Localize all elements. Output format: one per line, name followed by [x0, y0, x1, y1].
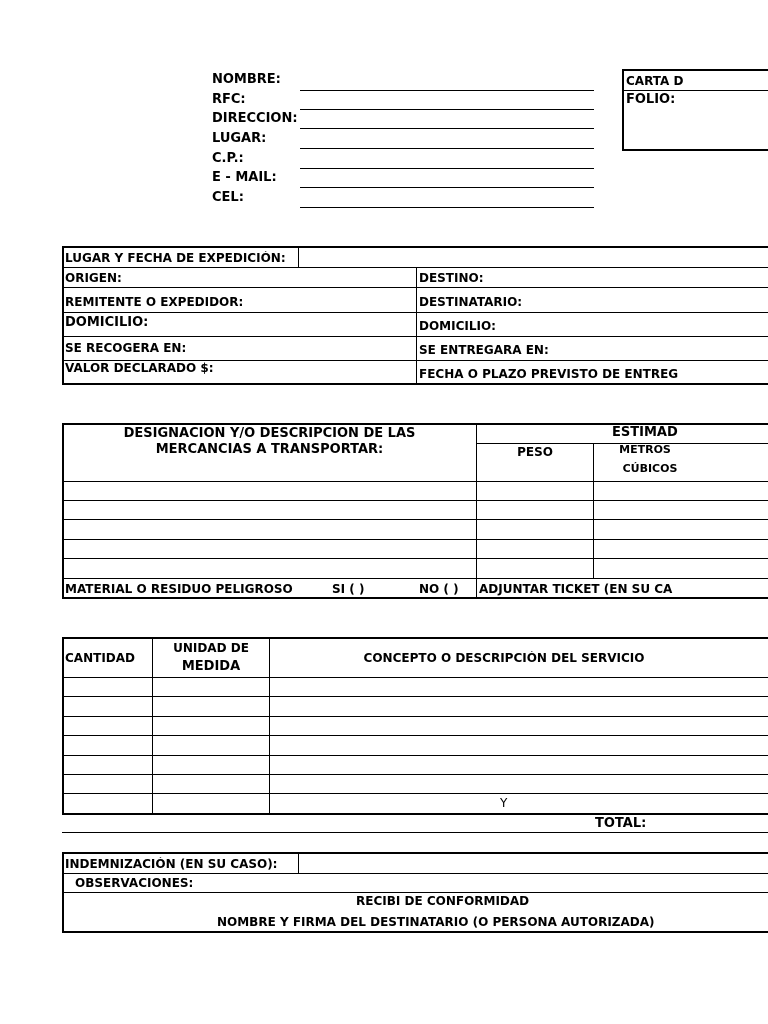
estimad-header: ESTIMAD [612, 425, 678, 440]
field-label-cp: C.P.: [212, 151, 244, 166]
sec4-row-line-1 [63, 873, 768, 874]
sec4-row-line-2 [63, 892, 768, 893]
sec1-column-divider [416, 267, 417, 384]
carta-box-top [622, 69, 768, 71]
remitente-label: REMITENTE O EXPEDIDOR: [65, 295, 244, 309]
y-mark: Y [500, 796, 508, 810]
concepto-header: CONCEPTO O DESCRIPCIÓN DEL SERVICIO [363, 651, 645, 665]
adjuntar-ticket-label: ADJUNTAR TICKET (EN SU CA [479, 582, 673, 596]
sec2-row-line-3 [63, 519, 768, 520]
material-peligroso-label: MATERIAL O RESIDUO PELIGROSO [65, 582, 293, 596]
domicilio-left-label: DOMICILIO: [65, 315, 149, 330]
sec3-row-line-2 [63, 696, 768, 697]
field-label-rfc: RFC: [212, 92, 246, 107]
field-line-rfc[interactable] [300, 109, 594, 110]
folio-label: FOLIO: [626, 92, 676, 107]
sec2-row-line-2 [63, 500, 768, 501]
valor-label: VALOR DECLARADO $: [65, 361, 214, 375]
sec3-bottom-border [62, 813, 768, 815]
sec1-top-border [62, 246, 768, 248]
destinatario-label: DESTINATARIO: [419, 295, 523, 309]
unidad-header-line-2: MEDIDA [181, 659, 241, 674]
recibi-label: RECIBI DE CONFORMIDAD [356, 894, 530, 908]
fecha-plazo-label: FECHA O PLAZO PREVISTO DE ENTREG [419, 367, 679, 381]
carta-box-left [622, 69, 624, 150]
origen-label: ORIGEN: [65, 271, 122, 285]
observaciones-label: OBSERVACIONES: [75, 876, 194, 890]
carta-box-bottom [622, 149, 768, 151]
field-line-email[interactable] [300, 187, 594, 188]
field-line-nombre[interactable] [300, 90, 594, 91]
field-label-direccion: DIRECCION: [212, 111, 298, 126]
sec2-row-line-5 [63, 558, 768, 559]
field-label-nombre: NOMBRE: [212, 72, 281, 87]
peso-header: PESO [517, 445, 553, 459]
sec4-indemnizacion-divider [298, 853, 299, 873]
metros-header: METROS [619, 443, 671, 456]
sec1-bottom-border [62, 383, 768, 385]
total-label: TOTAL: [595, 816, 647, 831]
cantidad-header: CANTIDAD [65, 651, 135, 665]
sec3-row-line-4 [63, 735, 768, 736]
field-line-cp[interactable] [300, 168, 594, 169]
domicilio-right-label: DOMICILIO: [419, 319, 496, 333]
field-line-cel[interactable] [300, 207, 594, 208]
total-underline [62, 832, 768, 833]
indemnizacion-label: INDEMNIZACIÓN (EN SU CASO): [65, 857, 278, 871]
no-checkbox[interactable]: NO ( ) [419, 582, 459, 596]
sec2-bottom-border [62, 597, 768, 599]
field-line-lugar[interactable] [300, 148, 594, 149]
designacion-line-2: MERCANCIAS A TRANSPORTAR: [155, 442, 384, 457]
si-checkbox[interactable]: SI ( ) [332, 582, 365, 596]
sec4-bottom-border [62, 931, 768, 933]
sec4-top-border [62, 852, 768, 854]
cubicos-header: CÚBICOS [622, 462, 678, 475]
carta-title: CARTA D [626, 74, 684, 88]
carta-box-divider [623, 90, 768, 91]
recogera-label: SE RECOGERA EN: [65, 341, 187, 355]
sec3-left-border [62, 637, 64, 814]
field-label-lugar: LUGAR: [212, 131, 267, 146]
lugar-fecha-label: LUGAR Y FECHA DE EXPEDICIÓN: [65, 251, 286, 265]
destino-label: DESTINO: [419, 271, 484, 285]
sec3-row-line-6 [63, 774, 768, 775]
designacion-line-1: DESIGNACION Y/O DESCRIPCION DE LAS [123, 426, 416, 441]
sec3-row-line-7 [63, 793, 768, 794]
firma-label: NOMBRE Y FIRMA DEL DESTINATARIO (O PERSONA AUTORIZADA) [217, 915, 655, 929]
unidad-header-line-1: UNIDAD DE [173, 641, 249, 655]
entregara-label: SE ENTREGARA EN: [419, 343, 549, 357]
designacion-header [63, 426, 476, 458]
field-label-email: E - MAIL: [212, 170, 277, 185]
sec2-row-line-4 [63, 539, 768, 540]
field-label-cel: CEL: [212, 190, 244, 205]
sec2-row-line-1 [63, 481, 768, 482]
sec3-row-line-1 [63, 677, 768, 678]
sec3-top-border [62, 637, 768, 639]
sec1-lugar-divider [298, 247, 299, 267]
sec3-row-line-3 [63, 716, 768, 717]
sec2-row-line-6 [63, 578, 768, 579]
sec3-row-line-5 [63, 755, 768, 756]
field-line-direccion[interactable] [300, 128, 594, 129]
